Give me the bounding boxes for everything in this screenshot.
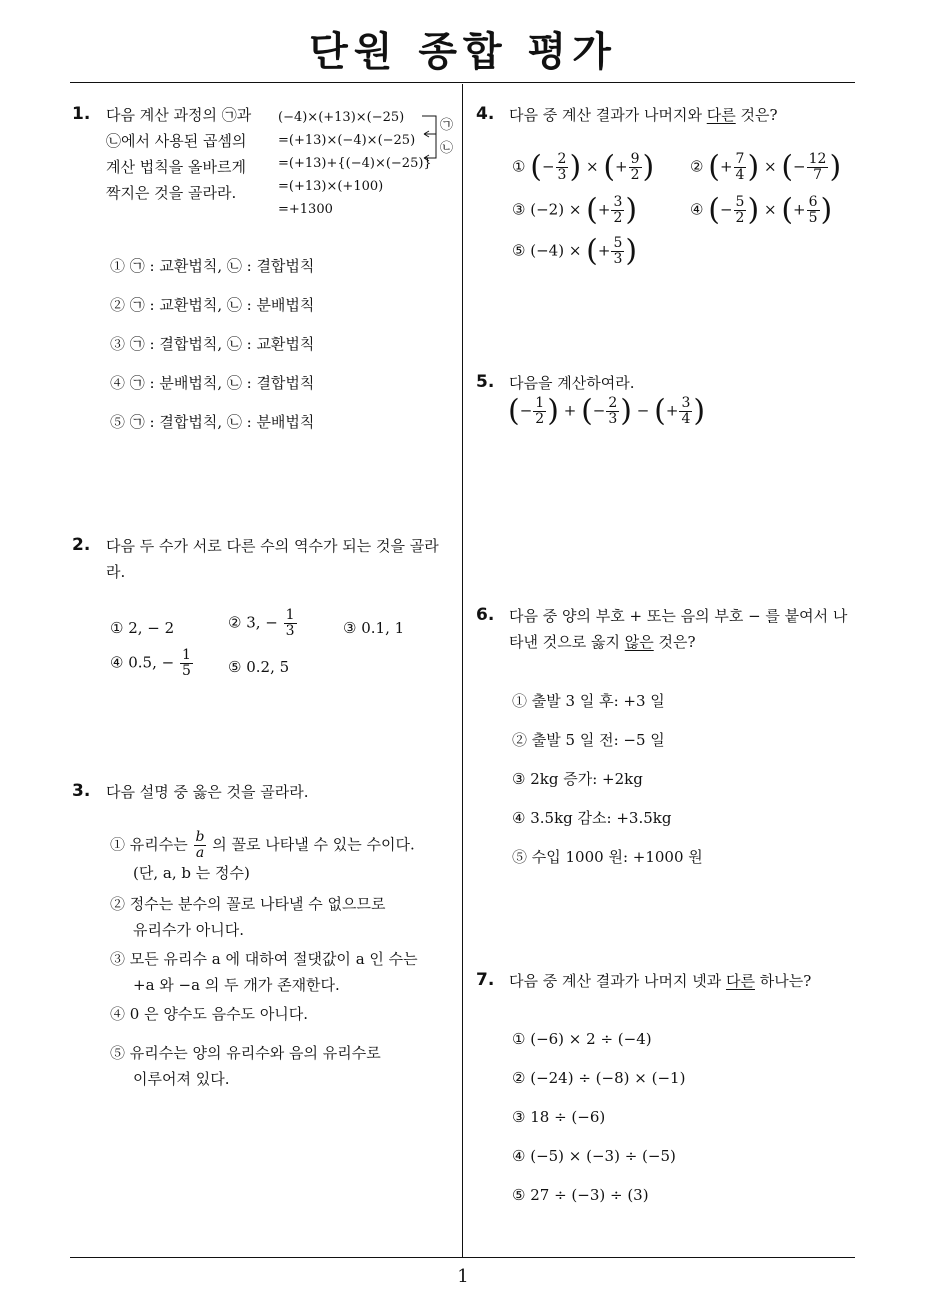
- option-2[interactable]: ② (+ $\frac{7}{4}$ ) × (− $\frac{12}{7}$ ): [690, 149, 842, 185]
- option-2[interactable]: ② 3, − $\frac{1}{3}$: [228, 607, 295, 639]
- fraction: $\frac{b}{a}$: [195, 829, 205, 861]
- option-2[interactable]: ② ㉠ : 교환법칙, ㉡ : 분배법칙: [110, 296, 315, 314]
- question-number: 6.: [476, 605, 495, 625]
- bottom-divider: [70, 1257, 855, 1258]
- option-1[interactable]: ① (− $\frac{2}{3}$ ) × (+ $\frac{9}{2}$ ): [512, 149, 655, 185]
- question-number: 2.: [72, 535, 91, 555]
- option-3[interactable]: ③ ㉠ : 결합법칙, ㉡ : 교환법칙: [110, 335, 315, 353]
- option-4[interactable]: ④ (− $\frac{5}{2}$ ) × (+ $\frac{6}{5}$ ): [690, 192, 833, 228]
- option-3[interactable]: ③ 18 ÷ (−6): [512, 1108, 606, 1126]
- option-1[interactable]: ① 유리수는 $\frac{b}{a}$ 의 꼴로 나타낼 수 있는 수이다.: [110, 829, 415, 861]
- option-3[interactable]: ③ 0.1, 1: [343, 619, 405, 637]
- question-text: 다음을 계산하여라.: [509, 374, 635, 392]
- question-text: 다음 설명 중 옳은 것을 골라라.: [106, 783, 309, 801]
- option-5[interactable]: ⑤ 27 ÷ (−3) ÷ (3): [512, 1186, 649, 1204]
- option-4[interactable]: ④ (−5) × (−3) ÷ (−5): [512, 1147, 676, 1165]
- option-4[interactable]: ④ ㉠ : 분배법칙, ㉡ : 결합법칙: [110, 374, 315, 392]
- question-number: 3.: [72, 781, 91, 801]
- fraction: $\frac{1}{5}$: [181, 647, 191, 679]
- option-5[interactable]: ⑤ ㉠ : 결합법칙, ㉡ : 분배법칙: [110, 413, 315, 431]
- question-text: 다음 계산 과정의 ㉠과 ㉡에서 사용된 곱셈의 계산 법칙을 올바르게 짝지은 것을 골라라.: [106, 106, 252, 202]
- option-3[interactable]: ③ 2kg 증가: +2kg: [512, 770, 643, 788]
- question-number: 4.: [476, 104, 495, 124]
- option-5-cont: 이루어져 있다.: [133, 1070, 230, 1088]
- fraction: $\frac{1}{3}$: [285, 607, 295, 639]
- option-4[interactable]: ④ 0.5, − $\frac{1}{5}$: [110, 647, 191, 679]
- option-4[interactable]: ④ 0 은 양수도 음수도 아니다.: [110, 1005, 309, 1023]
- question-number: 1.: [72, 104, 91, 124]
- option-2-cont: 유리수가 아니다.: [133, 921, 244, 939]
- mark-2: ㉡: [440, 141, 454, 156]
- option-5[interactable]: ⑤ 유리수는 양의 유리수와 음의 유리수로: [110, 1044, 381, 1062]
- option-1[interactable]: ① 출발 3 일 후: +3 일: [512, 692, 665, 710]
- option-3[interactable]: ③ 모든 유리수 a 에 대하여 절댓값이 a 인 수는: [110, 950, 418, 968]
- option-2[interactable]: ② (−24) ÷ (−8) × (−1): [512, 1069, 686, 1087]
- calculation-steps: (−4)×(+13)×(−25) =(+13)×(−4)×(−25) =(+13)+{(−4)×(−25)} =(+13)×(+100) =+1300: [278, 110, 432, 217]
- option-1-note: (단, a, b 는 정수): [133, 864, 250, 882]
- option-2[interactable]: ② 정수는 분수의 꼴로 나타낼 수 없으므로: [110, 895, 386, 913]
- question-number: 7.: [476, 970, 495, 990]
- question-text: 다음 두 수가 서로 다른 수의 역수가 되는 것을 골라 라.: [106, 537, 439, 581]
- option-4[interactable]: ④ 3.5kg 감소: +3.5kg: [512, 809, 672, 827]
- column-divider: [462, 84, 463, 1258]
- question-text: 다음 중 계산 결과가 나머지와 다른 것은?: [509, 106, 778, 124]
- option-5[interactable]: ⑤ 수입 1000 원: +1000 원: [512, 848, 703, 866]
- option-5[interactable]: ⑤ 0.2, 5: [228, 658, 290, 676]
- option-1[interactable]: ① (−6) × 2 ÷ (−4): [512, 1030, 652, 1048]
- option-5[interactable]: ⑤ (−4) × (+ $\frac{5}{3}$ ): [512, 233, 638, 269]
- mark-1: ㉠: [440, 118, 454, 133]
- option-1[interactable]: ① ㉠ : 교환법칙, ㉡ : 결합법칙: [110, 257, 315, 275]
- option-3[interactable]: ③ (−2) × (+ $\frac{3}{2}$ ): [512, 192, 638, 228]
- option-2[interactable]: ② 출발 5 일 전: −5 일: [512, 731, 665, 749]
- top-divider: [70, 82, 855, 83]
- question-text: 다음 중 양의 부호 + 또는 음의 부호 − 를 붙여서 나 타낸 것으로 옳지 않은 것은?: [509, 607, 848, 651]
- page-number: 1: [457, 1266, 469, 1287]
- expression: (− $\frac{1}{2}$ ) + (− $\frac{2}{3}$ ) − (+ $\frac{3}{4}$ ): [508, 393, 706, 429]
- option-3-cont: +a 와 −a 의 두 개가 존재한다.: [133, 976, 340, 994]
- option-1[interactable]: ① 2, − 2: [110, 619, 175, 637]
- page-title: 단원 종합 평가: [309, 29, 617, 75]
- question-text: 다음 중 계산 결과가 나머지 넷과 다른 하나는?: [509, 972, 812, 990]
- question-number: 5.: [476, 372, 495, 392]
